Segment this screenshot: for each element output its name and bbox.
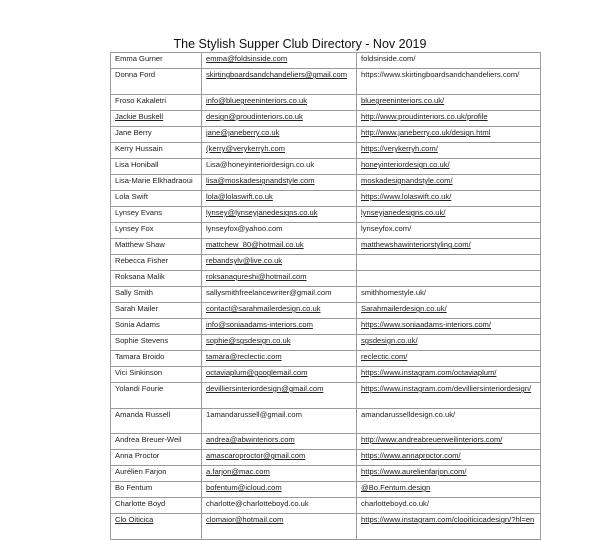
name-cell: Donna Ford: [111, 69, 202, 95]
website-cell[interactable]: Sarahmailerdesign.co.uk/: [357, 303, 541, 319]
table-row: [111, 303, 541, 319]
name-cell: Lynsey Evans: [111, 207, 202, 223]
name-cell: Amanda Russell: [111, 409, 202, 434]
name-cell: Lynsey Fox: [111, 223, 202, 239]
email-cell: 1amandarussell@gmail.com: [202, 409, 357, 434]
name-cell: Lisa-Marie Elkhadraoui: [111, 175, 202, 191]
table-row: [111, 514, 541, 540]
name-cell: Bo Fentum: [111, 482, 202, 498]
website-cell[interactable]: lynseyjanedesigns.co.uk/: [357, 207, 541, 223]
name-cell: Lola Swift: [111, 191, 202, 207]
name-cell: Andrea Breuer-Weil: [111, 434, 202, 450]
name-cell: Sarah Mailer: [111, 303, 202, 319]
table-row: [111, 111, 541, 127]
name-cell: Vici Sinkinson: [111, 367, 202, 383]
email-cell[interactable]: roksanaqureshi@hotmail.com: [202, 271, 357, 287]
table-row: [111, 143, 541, 159]
name-cell: Emma Gurner: [111, 53, 202, 69]
website-cell[interactable]: https://www.annaproctor.com/: [357, 450, 541, 466]
website-cell[interactable]: bluegreeninteriors.co.uk/: [357, 95, 541, 111]
name-cell: Anna Proctor: [111, 450, 202, 466]
website-cell[interactable]: https://www.instagram.com/clooiticicadesign/?hl=en: [357, 514, 541, 540]
table-row: [111, 409, 541, 434]
name-cell: Froso Kakaletri: [111, 95, 202, 111]
website-cell: https://www.skirtingboardsandchandeliers.com/: [357, 69, 541, 95]
website-cell[interactable]: http://www.proudinteriors.co.uk/profile: [357, 111, 541, 127]
website-cell[interactable]: sgsdesign.co.uk/: [357, 335, 541, 351]
website-cell[interactable]: https://www.soniaadams-interiors.com/: [357, 319, 541, 335]
email-cell[interactable]: clomaior@hotmail.com: [202, 514, 357, 540]
table-row: [111, 223, 541, 239]
website-cell: [357, 271, 541, 287]
name-cell[interactable]: Jackie Buskell: [111, 111, 202, 127]
table-row: [111, 271, 541, 287]
email-cell[interactable]: contact@sarahmailerdesign.co.uk: [202, 303, 357, 319]
website-cell[interactable]: https://www.instagram.com/octaviaplum/: [357, 367, 541, 383]
table-row: [111, 351, 541, 367]
website-cell: lynseyfox.com/: [357, 223, 541, 239]
email-cell[interactable]: info@soniaadams-interiors.com: [202, 319, 357, 335]
table-row: [111, 319, 541, 335]
website-cell[interactable]: reclectic.com/: [357, 351, 541, 367]
table-row: [111, 191, 541, 207]
website-cell[interactable]: http://www.janeberry.co.uk/design.html: [357, 127, 541, 143]
name-cell: Sally Smith: [111, 287, 202, 303]
website-cell[interactable]: matthewshawinteriorstyling.com/: [357, 239, 541, 255]
website-cell[interactable]: https://www.aurelienfarjon.com/: [357, 466, 541, 482]
name-cell: Kerry Hussain: [111, 143, 202, 159]
email-cell[interactable]: sophie@sgsdesign.co.uk: [202, 335, 357, 351]
email-cell[interactable]: devilliersinteriordesign@gmail.com: [202, 383, 357, 409]
email-cell[interactable]: design@proudinteriors.co.uk: [202, 111, 357, 127]
name-cell: Tamara Broido: [111, 351, 202, 367]
table-row: [111, 207, 541, 223]
website-cell[interactable]: http://www.andreabreuerweilinteriors.com/: [357, 434, 541, 450]
email-cell[interactable]: info@bluegreeninteriors.co.uk: [202, 95, 357, 111]
table-row: [111, 383, 541, 409]
name-cell[interactable]: Clo Oiticica: [111, 514, 202, 540]
website-cell[interactable]: https://www.instagram.com/devilliersinteriordesign/: [357, 383, 541, 409]
website-cell[interactable]: honeyinteriordesign.co.uk/: [357, 159, 541, 175]
email-cell[interactable]: (kerry@verykerryh.com: [202, 143, 357, 159]
name-cell: Aurélien Farjon: [111, 466, 202, 482]
name-cell: Sophie Stevens: [111, 335, 202, 351]
name-cell: Matthew Shaw: [111, 239, 202, 255]
email-cell[interactable]: lola@lolaswift.co.uk: [202, 191, 357, 207]
email-cell[interactable]: tamara@reclectic.com: [202, 351, 357, 367]
table-row: [111, 498, 541, 514]
directory-table: [110, 52, 541, 540]
email-cell[interactable]: mattchew_80@hotmail.co.uk: [202, 239, 357, 255]
email-cell[interactable]: octaviaplum@googlemail.com: [202, 367, 357, 383]
email-cell[interactable]: lisa@moskadesignandstyle.com: [202, 175, 357, 191]
table-row: [111, 335, 541, 351]
name-cell: Sonia Adams: [111, 319, 202, 335]
table-row: [111, 255, 541, 271]
table-row: [111, 53, 541, 69]
table-row: [111, 159, 541, 175]
website-cell: smithhomestyle.uk/: [357, 287, 541, 303]
website-cell: [357, 255, 541, 271]
email-cell: charlotte@charlotteboyd.co.uk: [202, 498, 357, 514]
table-row: [111, 95, 541, 111]
email-cell[interactable]: rebandsylv@live.co.uk: [202, 255, 357, 271]
email-cell[interactable]: lynsey@lynseyjanedesigns.co.uk: [202, 207, 357, 223]
name-cell: Jane Berry: [111, 127, 202, 143]
table-row: [111, 466, 541, 482]
website-cell: amandarusselldesign.co.uk/: [357, 409, 541, 434]
email-cell[interactable]: amascaroproctor@gmail.com: [202, 450, 357, 466]
table-row: [111, 434, 541, 450]
table-row: [111, 69, 541, 95]
website-cell[interactable]: moskadesignandstyle.com/: [357, 175, 541, 191]
name-cell: Rebecca Fisher: [111, 255, 202, 271]
email-cell: Lisa@honeyinteriordesign.co.uk: [202, 159, 357, 175]
website-cell[interactable]: https://www.lolaswift.co.uk/: [357, 191, 541, 207]
table-row: [111, 482, 541, 498]
website-cell: foldsinside.com/: [357, 53, 541, 69]
table-row: [111, 175, 541, 191]
table-row: [111, 450, 541, 466]
table-row: [111, 367, 541, 383]
website-cell[interactable]: @Bo.Fentum.design: [357, 482, 541, 498]
website-cell[interactable]: https://verykerryh.com/: [357, 143, 541, 159]
table-row: [111, 239, 541, 255]
email-cell[interactable]: andrea@abwinteriors.com: [202, 434, 357, 450]
email-cell[interactable]: a.farjon@mac.com: [202, 466, 357, 482]
name-cell: Lisa Honiball: [111, 159, 202, 175]
email-cell[interactable]: emma@foldsinside.com: [202, 53, 357, 69]
email-cell[interactable]: jane@janeberry.co.uk: [202, 127, 357, 143]
email-cell: lynseyfox@yahoo.com: [202, 223, 357, 239]
name-cell: Charlotte Boyd: [111, 498, 202, 514]
website-cell: charlotteboyd.co.uk/: [357, 498, 541, 514]
name-cell: Roksana Malik: [111, 271, 202, 287]
table-row: [111, 287, 541, 303]
page-title: The Stylish Supper Club Directory - Nov 2019: [173, 37, 427, 51]
table-row: [111, 127, 541, 143]
email-cell[interactable]: bofentum@icloud.com: [202, 482, 357, 498]
email-cell[interactable]: skirtingboardsandchandeliers@gmail.com: [202, 69, 357, 95]
email-cell: sallysmithfreelancewriter@gmail.com: [202, 287, 357, 303]
name-cell: Yolandi Fourie: [111, 383, 202, 409]
